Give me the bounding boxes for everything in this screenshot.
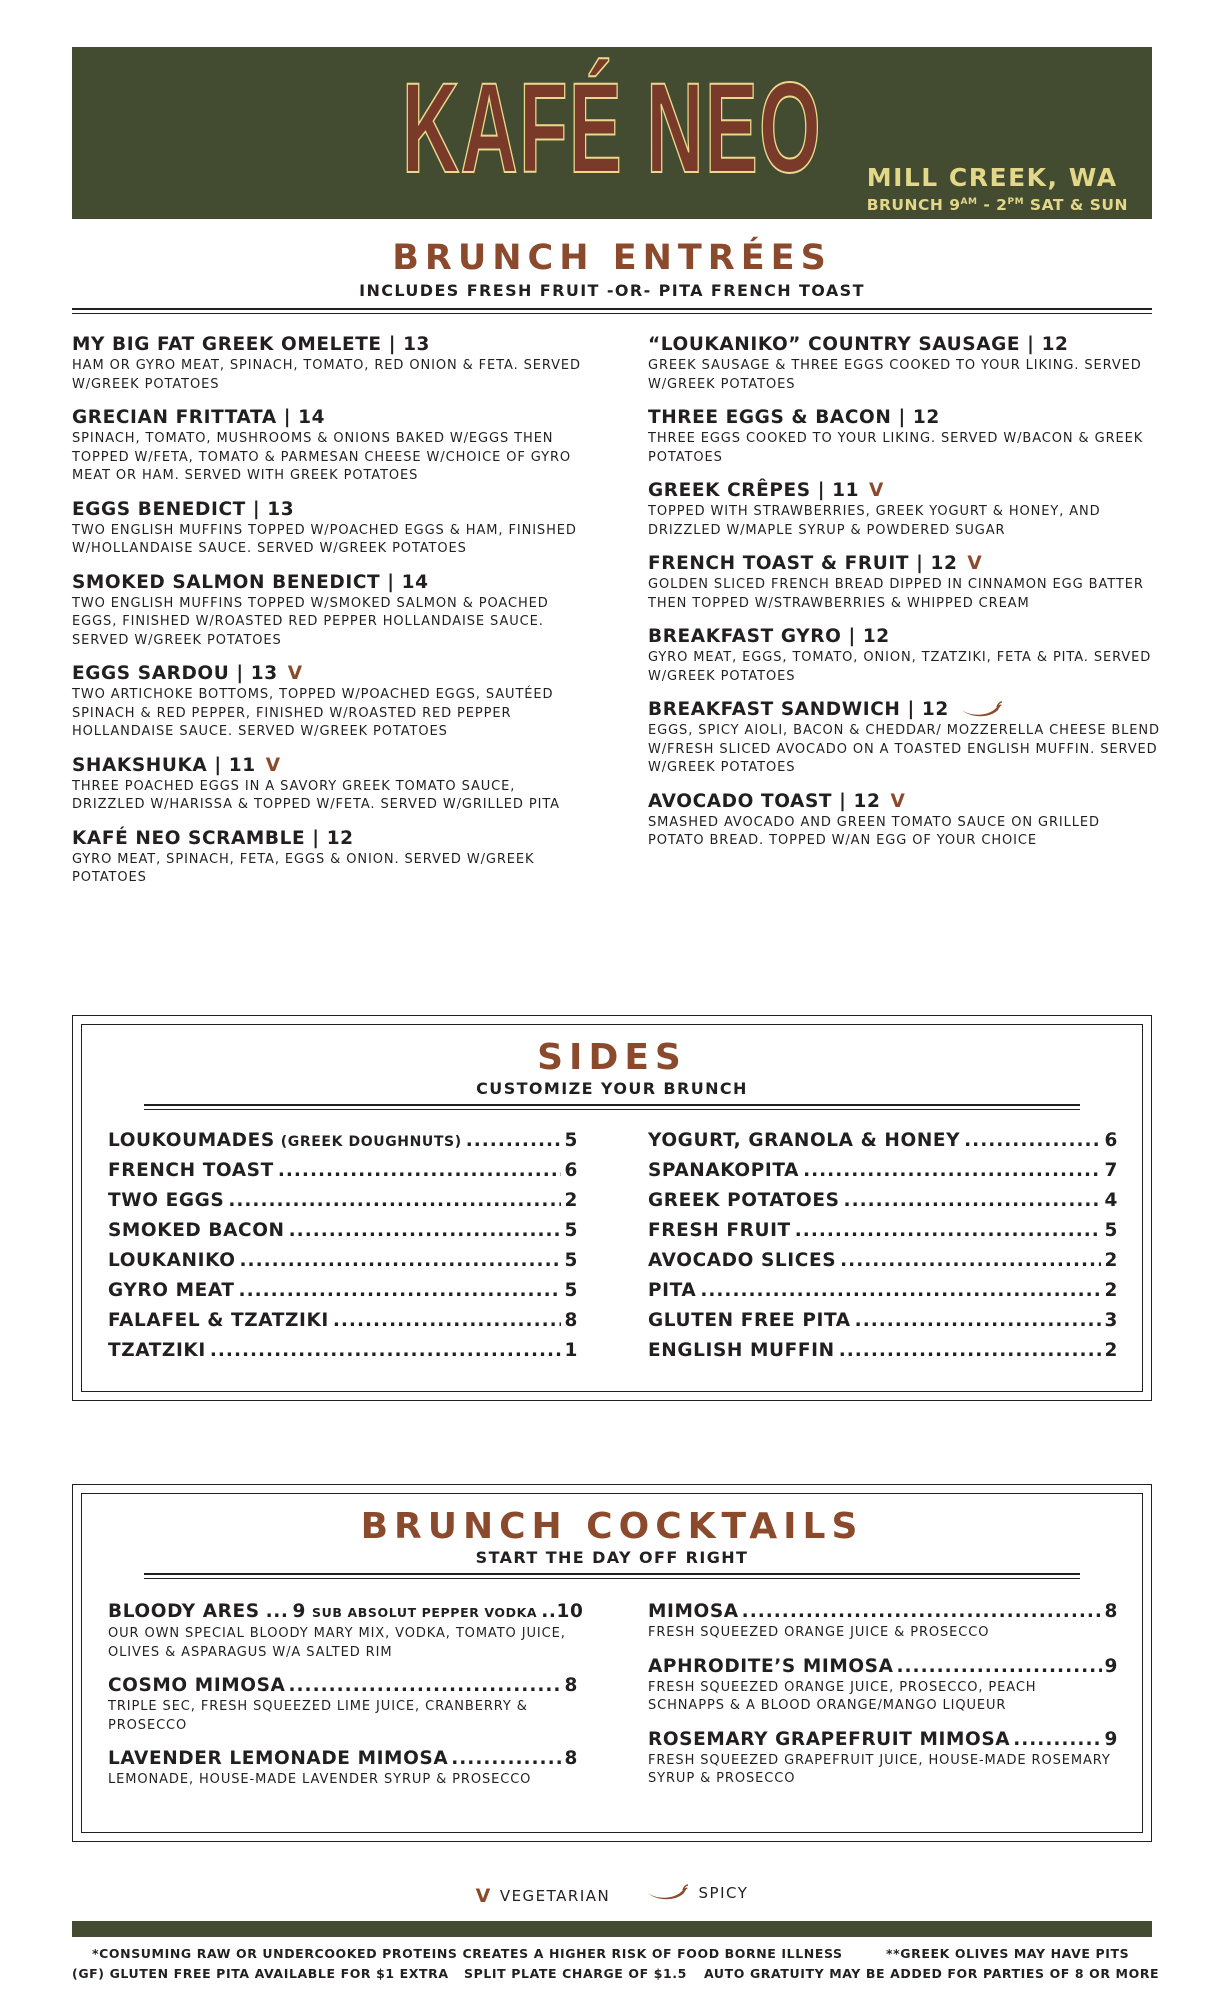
cocktails-divider [144,1573,1080,1579]
vegetarian-icon: V [967,553,983,574]
side-item: TZATZIKI ..... 1 [108,1340,578,1370]
menu-item: EGGS SARDOU | 13 V TWO ARTICHOKE BOTTOMS, TOPPED W/POACHED EGGS, SAUTÉED SPINACH & RED PEPPER, FINISHED W/ROASTED RED PEPPER HOLLANDAISE SAUCE. SERVED W/GREEK POTATOES [72,663,554,739]
chili-pepper-icon [959,701,1003,719]
legend [0,1884,1224,1907]
vegetarian-icon: V [287,663,303,684]
side-item: LOUKOUMADES (GREEK DOUGHNUTS) ..... 5 [108,1130,578,1160]
vegetarian-icon: V [475,1885,492,1907]
entrees-left-column [72,333,592,900]
side-item: YOGURT, GRANOLA & HONEY ..... 6 [648,1130,1118,1160]
vegetarian-icon: V [869,480,884,501]
side-item: PITA ..... 2 [648,1280,1118,1310]
brunch-hours: BRUNCH $9^{AM} - 2^{PM}$ SAT & SUN [866,196,1128,214]
cocktail-item: MIMOSA ..... 8 FRESH SQUEEZED ORANGE JUICE & PROSECCO [648,1600,1118,1643]
menu-item: GRECIAN FRITTATA | 14 SPINACH, TOMATO, MUSHROOMS & ONIONS BAKED W/EGGS THEN TOPPED W/FETA, TOMATO & PARMESAN CHEESE W/CHOICE OF GYRO MEAT OR HAM. SERVED WITH GREEK POTATOES [72,407,572,483]
side-item: FALAFEL & TZATZIKI ..... 8 [108,1310,578,1340]
menu-item: BREAKFAST SANDWICH | 12 EGGS, SPICY AIOLI, BACON & CHEDDAR/ MOZZERELLA CHEESE BLEND W/FRESH SLICED AVOCADO ON A TOASTED ENGLISH MUFFIN. SERVED W/GREEK POTATOES [648,699,1160,775]
side-item: FRESH FRUIT ..... 5 [648,1220,1118,1250]
cocktails-right-column [648,1600,1118,1801]
side-item: SPANAKOPITA ..... 7 [648,1160,1118,1190]
cocktail-item: COSMO MIMOSA ..... 8 TRIPLE SEC, FRESH SQUEEZED LIME JUICE, CRANBERRY & PROSECCO [108,1674,578,1735]
chili-pepper-icon [645,1884,689,1902]
cocktails-subtitle: START THE DAY OFF RIGHT [475,1548,749,1567]
menu-item: KAFÉ NEO SCRAMBLE | 12 GYRO MEAT, SPINACH, FETA, EGGS & ONION. SERVED W/GREEK POTATOES [72,827,535,885]
side-item: GLUTEN FREE PITA ..... 3 [648,1310,1118,1340]
side-item: FRENCH TOAST ..... 6 [108,1160,578,1190]
sides-left-column [108,1130,578,1370]
menu-item: SMOKED SALMON BENEDICT | 14 TWO ENGLISH MUFFINS TOPPED W/SMOKED SALMON & POACHED EGGS, FINISHED W/ROASTED RED PEPPER HOLLANDAISE SAUCE. SERVED W/GREEK POTATOES [72,571,549,648]
cocktail-item: BLOODY ARES ... 9 SUB ABSOLUT PEPPER VODKA .. 10 OUR OWN SPECIAL BLOODY MARY MIX, VODKA, TOMATO JUICE, OLIVES & ASPARAGUS W/A SALTED RIM [108,1601,584,1660]
restaurant-logo: KAFÉ NEO [402,57,822,200]
side-item: SMOKED BACON ..... 5 [108,1220,578,1250]
menu-item: “LOUKANIKO” COUNTRY SAUSAGE | 12 GREEK SAUSAGE & THREE EGGS COOKED TO YOUR LIKING. SERVED W/GREEK POTATOES [648,334,1142,392]
entrees-title: BRUNCH ENTRÉES [392,238,832,278]
side-item: LOUKANIKO ..... 5 [108,1250,578,1280]
sides-title: SIDES [537,1037,687,1078]
menu-item: AVOCADO TOAST | 12 V SMASHED AVOCADO AND GREEN TOMATO SAUCE ON GRILLED POTATO BREAD. TOPPED W/AN EGG OF YOUR CHOICE [648,790,1100,848]
menu-item: THREE EGGS & BACON | 12 THREE EGGS COOKED TO YOUR LIKING. SERVED W/BACON & GREEK POTATOES [648,407,1144,465]
cocktail-item: ROSEMARY GRAPEFRUIT MIMOSA ..... 9 FRESH SQUEEZED GRAPEFRUIT JUICE, HOUSE-MADE ROSEMARY SYRUP & PROSECCO [648,1728,1118,1789]
legend-spicy: SPICY [645,1884,749,1902]
menu-item: GREEK CRÊPES | 11 V TOPPED WITH STRAWBERRIES, GREEK YOGURT & HONEY, AND DRIZZLED W/MAPLE SYRUP & POWDERED SUGAR [648,480,1101,538]
entrees-divider [72,308,1152,314]
side-item: ENGLISH MUFFIN ..... 2 [648,1340,1118,1370]
sides-right-column [648,1130,1118,1370]
menu-item: FRENCH TOAST & FRUIT | 12 V GOLDEN SLICED FRENCH BREAD DIPPED IN CINNAMON EGG BATTER THEN TOPPED W/STRAWBERRIES & WHIPPED CREAM [648,553,1144,611]
header-banner [72,47,1152,219]
cocktail-item: APHRODITE’S MIMOSA ..... 9 FRESH SQUEEZED ORANGE JUICE, PROSECCO, PEACH SCHNAPPS & A BLOOD ORANGE/MANGO LIQUEUR [648,1655,1118,1716]
cocktails-left-column [108,1600,584,1802]
cocktails-title: BRUNCH COCKTAILS [360,1506,864,1547]
side-item: GREEK POTATOES ..... 4 [648,1190,1118,1220]
side-item: TWO EGGS ..... 2 [108,1190,578,1220]
vegetarian-icon: V [890,790,906,812]
menu-item: BREAKFAST GYRO | 12 GYRO MEAT, EGGS, TOMATO, ONION, TZATZIKI, FETA & PITA. SERVED W/GREEK POTATOES [648,626,1152,684]
cocktail-item: LAVENDER LEMONADE MIMOSA ..... 8 LEMONADE, HOUSE-MADE LAVENDER SYRUP & PROSECCO [108,1747,578,1790]
city-label: MILL CREEK, WA [866,163,1118,192]
legend-vegetarian: V VEGETARIAN [475,1885,611,1907]
vegetarian-icon: V [265,754,281,776]
sides-divider [144,1104,1080,1110]
entrees-right-column [648,333,1160,863]
sides-subtitle: CUSTOMIZE YOUR BRUNCH [476,1079,748,1098]
side-item: AVOCADO SLICES ..... 2 [648,1250,1118,1280]
location-block [867,165,1128,214]
side-item: GYRO MEAT ..... 5 [108,1280,578,1310]
menu-item: EGGS BENEDICT | 13 TWO ENGLISH MUFFINS TOPPED W/POACHED EGGS & HAM, FINISHED W/HOLLANDAISE SAUCE. SERVED W/GREEK POTATOES [72,498,577,556]
entrees-subtitle: INCLUDES FRESH FRUIT -OR- PITA FRENCH TOAST [359,281,865,300]
menu-item: SHAKSHUKA | 11 V THREE POACHED EGGS IN A SAVORY GREEK TOMATO SAUCE, DRIZZLED W/HARISSA & TOPPED W/FETA. SERVED W/GRILLED PITA [72,754,560,812]
footer-bar [72,1921,1152,1937]
menu-item: MY BIG FAT GREEK OMELETE | 13 HAM OR GYRO MEAT, SPINACH, TOMATO, RED ONION & FETA. SERVED W/GREEK POTATOES [72,334,581,392]
